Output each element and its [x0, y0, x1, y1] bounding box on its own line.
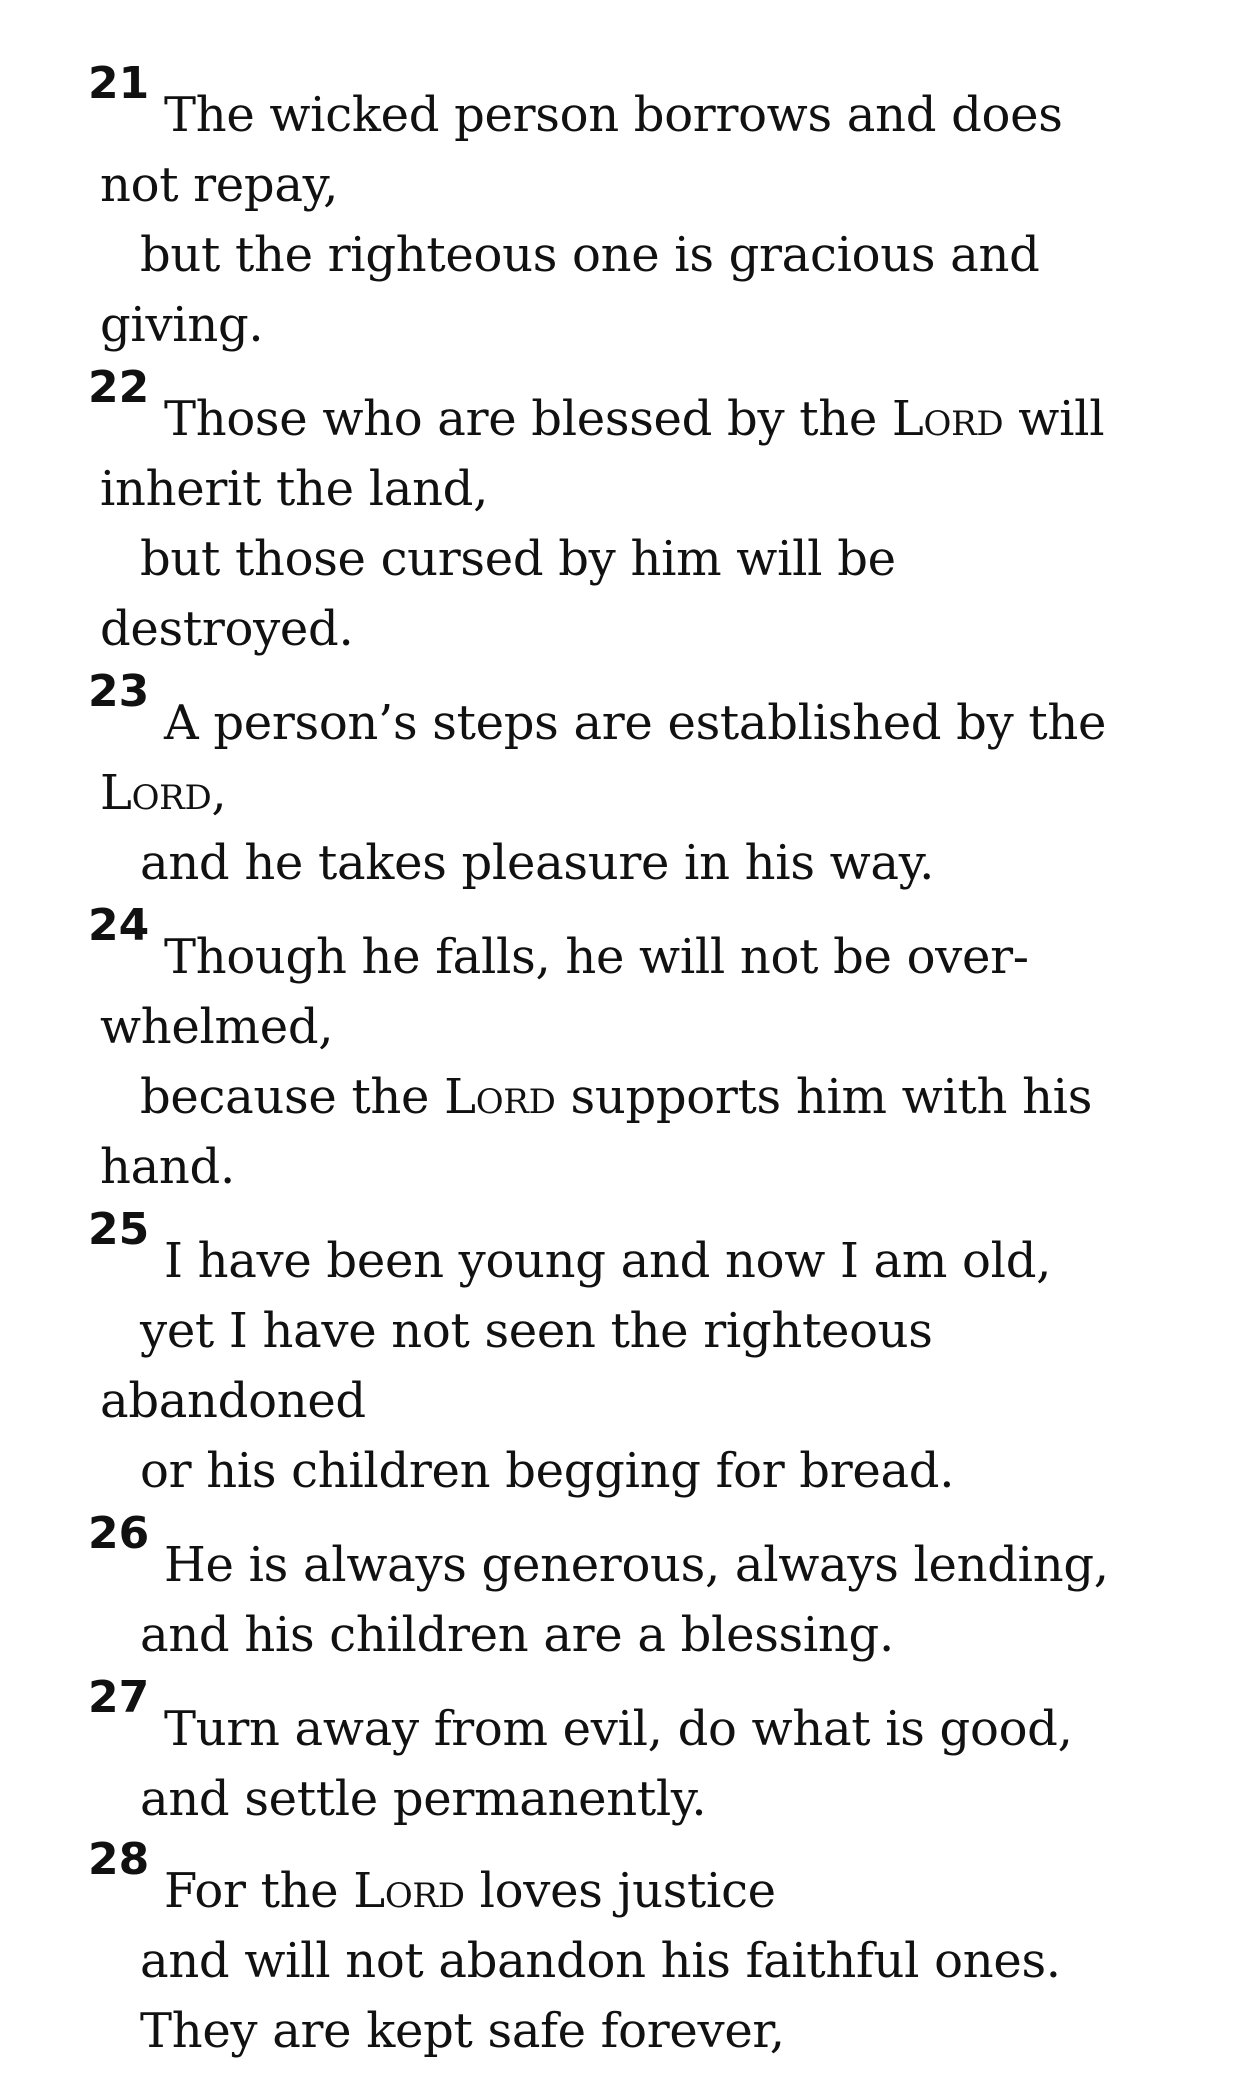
verse-line: He is always generous, always lending, — [164, 1537, 1109, 1593]
verse-line: Though he falls, he will not be over- — [164, 929, 1029, 985]
verse-line: and settle permanently. — [140, 1771, 707, 1827]
verse-line: Turn away from evil, do what is good, — [164, 1701, 1073, 1757]
verse-line: abandoned — [100, 1373, 366, 1429]
verse-number: 23 — [88, 666, 150, 717]
verse-line: and will not abandon his faithful ones. — [140, 1933, 1061, 1989]
verse-number: 21 — [88, 58, 150, 109]
verse-line: They are kept safe forever, — [140, 2003, 785, 2059]
verse-number: 27 — [88, 1672, 150, 1723]
divine-name: Lord — [891, 391, 1004, 447]
verse-line: not repay, — [100, 157, 339, 213]
verse-number: 26 — [88, 1508, 150, 1559]
verse-line: hand. — [100, 1139, 235, 1195]
verse-line: inherit the land, — [100, 461, 489, 517]
divine-name: Lord — [444, 1069, 556, 1125]
verse-line: or his children begging for bread. — [140, 1443, 955, 1499]
verse-line: For the Lord loves justice — [164, 1863, 776, 1919]
verse-line: A person’s steps are established by the — [164, 695, 1107, 751]
verse-number: 24 — [88, 900, 150, 951]
verse-line: destroyed. — [100, 601, 354, 657]
verse-line: and his children are a blessing. — [140, 1607, 894, 1663]
verse-number: 22 — [88, 362, 150, 413]
verse-line: and he takes pleasure in his way. — [140, 835, 935, 891]
divine-name: Lord — [100, 765, 212, 821]
verse-number: 25 — [88, 1204, 150, 1255]
verse-line: because the Lord supports him with his — [140, 1069, 1093, 1125]
divine-name: Lord — [353, 1863, 465, 1919]
verse-line: but the righteous one is gracious and — [140, 227, 1040, 283]
verse-line: I have been young and now I am old, — [164, 1233, 1052, 1289]
verse-line: Lord, — [100, 765, 227, 821]
verse-line: whelmed, — [100, 999, 334, 1055]
verse-line: Those who are blessed by the Lord will — [164, 391, 1105, 447]
verse-line: The wicked person borrows and does — [164, 87, 1063, 143]
verse-line: giving. — [100, 297, 264, 353]
verse-line: but those cursed by him will be — [140, 531, 896, 587]
verse-line: yet I have not seen the righteous — [140, 1303, 933, 1359]
verse-number: 28 — [88, 1834, 150, 1885]
